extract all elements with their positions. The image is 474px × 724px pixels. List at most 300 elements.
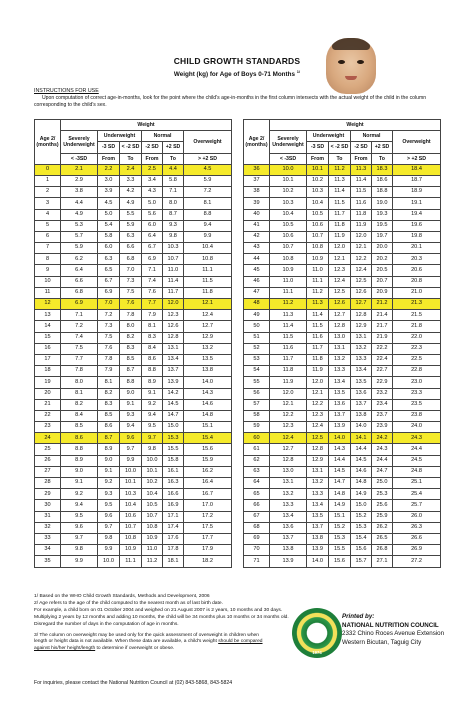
weight-cell: 9.7	[120, 444, 142, 455]
weight-cell: 8.1	[184, 198, 232, 209]
weight-cell: 10.6	[307, 220, 329, 231]
weight-cell: 20.2	[372, 254, 393, 265]
weight-cell: 9.4	[61, 500, 98, 511]
weight-cell: 11.1	[270, 287, 307, 298]
printed-by-label: Printed by:	[342, 613, 375, 620]
weight-cell: 13.5	[184, 354, 232, 365]
weight-cell: 10.2	[142, 478, 163, 489]
weight-cell: 13.9	[307, 545, 329, 556]
weight-cell: 13.4	[351, 366, 372, 377]
weight-cell: 12.9	[307, 455, 329, 466]
weight-cell: 11.1	[184, 265, 232, 276]
severely-underweight-header: Severely Underweight	[61, 131, 98, 153]
weight-cell: 14.0	[351, 422, 372, 433]
weight-cell: 3.4	[142, 175, 163, 186]
age-cell: 64	[244, 478, 270, 489]
weight-cell: 5.0	[142, 198, 163, 209]
weight-cell: 7.1	[61, 310, 98, 321]
weight-cell: 14.3	[329, 444, 351, 455]
weight-cell: 13.4	[163, 354, 184, 365]
weight-cell: 8.6	[142, 354, 163, 365]
footnote-3-text-2: to determine if overweight or obese.	[95, 646, 175, 652]
weight-cell: 17.7	[184, 533, 232, 544]
weight-cell: 19.8	[393, 231, 441, 242]
weight-cell: 15.4	[184, 433, 232, 444]
m2sd-header: -2 SD	[351, 142, 372, 153]
weight-cell: 10.8	[120, 533, 142, 544]
to-header: To	[120, 153, 142, 164]
weight-cell: 9.7	[61, 533, 98, 544]
weight-cell: 9.1	[120, 399, 142, 410]
to-header: To	[329, 153, 351, 164]
weight-cell: 13.4	[270, 511, 307, 522]
weight-cell: 23.4	[372, 399, 393, 410]
weight-cell: 24.3	[372, 444, 393, 455]
weight-cell: 9.1	[98, 466, 120, 477]
age-cell: 5	[35, 220, 61, 231]
weight-cell: 9.2	[98, 478, 120, 489]
age-cell: 19	[35, 377, 61, 388]
gt2sd-header: > +2 SD	[184, 153, 232, 164]
instructions-body: Upon computation of correct age-in-months, look for the point where the child's age-in-months in the first column intersects with the actual weight of the child in the column corresponding to the child's sex.	[34, 95, 427, 109]
age-cell: 2	[35, 187, 61, 198]
weight-cell: 21.8	[393, 321, 441, 332]
weight-cell: 13.0	[329, 332, 351, 343]
weight-cell: 19.7	[372, 231, 393, 242]
weight-cell: 14.1	[351, 433, 372, 444]
weight-cell: 15.6	[329, 556, 351, 567]
weight-cell: 23.9	[372, 422, 393, 433]
weight-cell: 7.2	[184, 187, 232, 198]
age-cell: 11	[35, 287, 61, 298]
weight-cell: 14.3	[184, 388, 232, 399]
weight-cell: 8.2	[61, 399, 98, 410]
gt2sd-header: > +2 SD	[393, 153, 441, 164]
table-row	[35, 478, 232, 489]
table-row	[244, 231, 441, 242]
age-cell: 37	[244, 175, 270, 186]
weight-cell: 24.7	[372, 466, 393, 477]
weight-cell: 9.0	[61, 466, 98, 477]
age-cell: 29	[35, 489, 61, 500]
weight-cell: 13.3	[351, 354, 372, 365]
weight-cell: 10.4	[142, 489, 163, 500]
weight-cell: 6.6	[120, 243, 142, 254]
age-cell: 63	[244, 466, 270, 477]
weight-cell: 13.2	[270, 489, 307, 500]
weight-cell: 10.5	[142, 500, 163, 511]
weight-cell: 16.9	[163, 500, 184, 511]
weight-cell: 10.3	[270, 198, 307, 209]
underweight-header: Underweight	[307, 131, 351, 142]
weight-cell: 13.2	[351, 343, 372, 354]
weight-cell: 15.3	[351, 522, 372, 533]
weight-cell: 16.3	[163, 478, 184, 489]
table-row	[244, 164, 441, 175]
weight-cell: 7.8	[61, 366, 98, 377]
weight-cell: 9.1	[61, 478, 98, 489]
weight-cell: 20.5	[372, 265, 393, 276]
weight-cell: 11.7	[163, 287, 184, 298]
table-row	[244, 187, 441, 198]
table-row	[35, 556, 232, 567]
weight-cell: 6.7	[98, 276, 120, 287]
weight-cell: 8.9	[98, 444, 120, 455]
weight-cell: 11.8	[307, 354, 329, 365]
age-cell: 56	[244, 388, 270, 399]
weight-cell: 12.4	[307, 422, 329, 433]
printer-address-2: Western Bicutan, Taguig City	[342, 638, 422, 646]
weight-cell: 11.3	[329, 175, 351, 186]
weight-cell: 11.6	[351, 198, 372, 209]
weight-cell: 2.1	[61, 164, 98, 175]
weight-cell: 12.5	[351, 276, 372, 287]
table-row	[244, 388, 441, 399]
weight-cell: 13.9	[329, 422, 351, 433]
table-row	[244, 533, 441, 544]
weight-cell: 5.9	[184, 175, 232, 186]
table-row	[244, 500, 441, 511]
age-cell: 62	[244, 455, 270, 466]
weight-cell: 12.7	[270, 444, 307, 455]
weight-cell: 8.8	[142, 366, 163, 377]
weight-cell: 12.3	[307, 410, 329, 421]
table-row	[35, 175, 232, 186]
weight-cell: 11.5	[307, 321, 329, 332]
age-cell: 25	[35, 444, 61, 455]
age-cell: 49	[244, 310, 270, 321]
weight-cell: 10.4	[307, 198, 329, 209]
weight-cell: 19.1	[393, 198, 441, 209]
weight-cell: 13.5	[351, 377, 372, 388]
table-row	[244, 254, 441, 265]
weight-cell: 8.6	[61, 433, 98, 444]
weight-cell: 14.5	[163, 399, 184, 410]
weight-cell: 12.2	[307, 399, 329, 410]
weight-cell: 11.4	[270, 321, 307, 332]
age-cell: 48	[244, 299, 270, 310]
weight-cell: 12.6	[163, 321, 184, 332]
age-cell: 42	[244, 231, 270, 242]
weight-cell: 10.1	[307, 164, 329, 175]
weight-cell: 11.8	[329, 220, 351, 231]
weight-cell: 11.8	[351, 209, 372, 220]
table-row	[35, 332, 232, 343]
weight-cell: 19.0	[372, 198, 393, 209]
table-row	[35, 243, 232, 254]
weight-cell: 10.4	[120, 500, 142, 511]
weight-cell: 7.6	[98, 343, 120, 354]
weight-cell: 13.2	[184, 343, 232, 354]
weight-cell: 25.1	[393, 478, 441, 489]
age-cell: 53	[244, 354, 270, 365]
weight-table-right	[243, 119, 441, 568]
weight-cell: 13.9	[270, 556, 307, 567]
weight-cell: 24.0	[393, 422, 441, 433]
baby-photo	[326, 38, 376, 94]
weight-cell: 5.5	[120, 209, 142, 220]
weight-cell: 10.8	[270, 254, 307, 265]
weight-cell: 13.8	[270, 545, 307, 556]
weight-cell: 6.2	[61, 254, 98, 265]
weight-cell: 13.0	[270, 466, 307, 477]
weight-cell: 12.1	[307, 388, 329, 399]
weight-cell: 20.9	[372, 287, 393, 298]
weight-cell: 24.5	[393, 455, 441, 466]
age-cell: 39	[244, 198, 270, 209]
weight-cell: 3.8	[61, 187, 98, 198]
weight-cell: 9.6	[120, 433, 142, 444]
age-cell: 55	[244, 377, 270, 388]
weight-cell: 10.7	[120, 522, 142, 533]
weight-cell: 11.8	[184, 287, 232, 298]
weight-cell: 10.0	[120, 466, 142, 477]
weight-cell: 7.0	[120, 265, 142, 276]
table-row	[244, 489, 441, 500]
weight-cell: 12.8	[307, 444, 329, 455]
age-cell: 67	[244, 511, 270, 522]
weight-cell: 10.8	[142, 522, 163, 533]
table-row	[35, 410, 232, 421]
age-cell: 58	[244, 410, 270, 421]
weight-cell: 12.6	[351, 287, 372, 298]
table-row	[35, 433, 232, 444]
weight-cell: 8.4	[61, 410, 98, 421]
weight-cell: 13.1	[351, 332, 372, 343]
weight-cell: 21.2	[372, 299, 393, 310]
weight-cell: 4.5	[98, 198, 120, 209]
weight-cell: 10.0	[98, 556, 120, 567]
table-row	[35, 209, 232, 220]
p2sd-header: +2 SD	[372, 142, 393, 153]
weight-cell: 4.3	[142, 187, 163, 198]
table-row	[244, 220, 441, 231]
weight-cell: 8.7	[163, 209, 184, 220]
table-row	[35, 354, 232, 365]
weight-cell: 11.8	[270, 366, 307, 377]
age-cell: 7	[35, 243, 61, 254]
weight-cell: 7.6	[142, 287, 163, 298]
underweight-header: Underweight	[98, 131, 142, 142]
weight-cell: 15.1	[329, 511, 351, 522]
weight-cell: 13.7	[307, 522, 329, 533]
weight-cell: 9.8	[61, 545, 98, 556]
weight-cell: 14.9	[351, 489, 372, 500]
severely-underweight-header: Severely Underweight	[270, 131, 307, 153]
weight-cell: 16.2	[184, 466, 232, 477]
weight-cell: 5.8	[98, 231, 120, 242]
weight-cell: 13.4	[329, 377, 351, 388]
weight-cell: 13.7	[163, 366, 184, 377]
table-row	[35, 343, 232, 354]
weight-cell: 11.5	[329, 198, 351, 209]
weight-cell: 15.2	[351, 511, 372, 522]
weight-cell: 24.8	[393, 466, 441, 477]
age-cell: 66	[244, 500, 270, 511]
weight-cell: 19.4	[393, 209, 441, 220]
weight-cell: 5.6	[142, 209, 163, 220]
weight-cell: 12.5	[329, 287, 351, 298]
weight-cell: 6.3	[120, 231, 142, 242]
weight-cell: 19.6	[393, 220, 441, 231]
table-body-left	[35, 164, 232, 567]
age-cell: 0	[35, 164, 61, 175]
weight-cell: 7.8	[98, 354, 120, 365]
weight-cell: 25.9	[372, 511, 393, 522]
weight-cell: 11.4	[329, 187, 351, 198]
weight-cell: 14.5	[351, 455, 372, 466]
weight-cell: 6.6	[61, 276, 98, 287]
age-cell: 12	[35, 299, 61, 310]
weight-cell: 9.8	[98, 533, 120, 544]
age-cell: 45	[244, 265, 270, 276]
weight-cell: 15.5	[329, 545, 351, 556]
seal-year: 1974	[312, 650, 322, 655]
weight-cell: 8.8	[120, 377, 142, 388]
weight-cell: 11.1	[307, 276, 329, 287]
weight-cell: 19.5	[372, 220, 393, 231]
table-row	[35, 220, 232, 231]
weight-cell: 23.3	[393, 388, 441, 399]
weight-cell: 9.1	[142, 388, 163, 399]
footnote-2-example: For example, a child born on 01 October 2004 and weighed on 21 August 2007 is 2 years, 10 months and 30 days.	[34, 607, 283, 613]
weight-cell: 14.8	[351, 478, 372, 489]
age-cell: 47	[244, 287, 270, 298]
weight-cell: 8.9	[142, 377, 163, 388]
age-cell: 9	[35, 265, 61, 276]
age-cell: 3	[35, 198, 61, 209]
table-row	[244, 545, 441, 556]
age-cell: 10	[35, 276, 61, 287]
weight-cell: 12.2	[270, 410, 307, 421]
from-header: From	[98, 153, 120, 164]
weight-cell: 12.5	[307, 433, 329, 444]
weight-cell: 12.3	[163, 310, 184, 321]
table-row	[35, 366, 232, 377]
weight-cell: 9.6	[61, 522, 98, 533]
from-header: From	[307, 153, 329, 164]
weight-cell: 5.7	[61, 231, 98, 242]
weight-cell: 13.7	[329, 410, 351, 421]
weight-cell: 26.2	[372, 522, 393, 533]
weight-cell: 14.4	[329, 455, 351, 466]
age-cell: 1	[35, 175, 61, 186]
weight-cell: 15.8	[163, 455, 184, 466]
table-row	[244, 433, 441, 444]
age-cell: 28	[35, 478, 61, 489]
age-cell: 17	[35, 354, 61, 365]
weight-cell: 15.6	[184, 444, 232, 455]
weight-cell: 20.3	[393, 254, 441, 265]
normal-header: Normal	[142, 131, 184, 142]
weight-cell: 7.5	[98, 332, 120, 343]
weight-cell: 18.1	[163, 556, 184, 567]
weight-cell: 11.0	[307, 265, 329, 276]
table-row	[244, 343, 441, 354]
weight-cell: 14.8	[184, 410, 232, 421]
weight-cell: 13.7	[351, 399, 372, 410]
weight-cell: 13.2	[307, 478, 329, 489]
weight-cell: 11.2	[142, 556, 163, 567]
weight-cell: 12.9	[184, 332, 232, 343]
table-row	[244, 444, 441, 455]
weight-cell: 15.3	[329, 533, 351, 544]
table-row	[244, 299, 441, 310]
weight-cell: 16.7	[184, 489, 232, 500]
weight-cell: 9.3	[120, 410, 142, 421]
table-row	[244, 198, 441, 209]
weight-cell: 8.3	[98, 399, 120, 410]
weight-cell: 20.7	[372, 276, 393, 287]
weight-table-left	[34, 119, 232, 568]
p2sd-header: +2 SD	[163, 142, 184, 153]
weight-cell: 12.4	[351, 265, 372, 276]
weight-cell: 13.2	[329, 354, 351, 365]
age-cell: 24	[35, 433, 61, 444]
table-row	[244, 175, 441, 186]
weight-cell: 13.3	[270, 500, 307, 511]
weight-cell: 7.3	[120, 276, 142, 287]
weight-cell: 9.2	[61, 489, 98, 500]
weight-cell: 17.0	[184, 500, 232, 511]
table-row	[35, 511, 232, 522]
table-row	[35, 187, 232, 198]
weight-cell: 18.4	[393, 164, 441, 175]
weight-cell: 11.2	[329, 164, 351, 175]
printer-org: NATIONAL NUTRITION COUNCIL	[342, 621, 439, 629]
lt3sd-header: < -3SD	[270, 153, 307, 164]
page-subtitle	[0, 69, 474, 78]
weight-cell: 25.4	[393, 489, 441, 500]
weight-cell: 26.6	[393, 533, 441, 544]
weight-cell: 2.9	[61, 175, 98, 186]
age-cell: 4	[35, 209, 61, 220]
weight-cell: 8.7	[120, 366, 142, 377]
weight-cell: 11.9	[270, 377, 307, 388]
weight-cell: 12.2	[351, 254, 372, 265]
weight-cell: 14.9	[329, 500, 351, 511]
weight-cell: 9.5	[61, 511, 98, 522]
weight-cell: 13.1	[307, 466, 329, 477]
weight-cell: 10.1	[142, 466, 163, 477]
weight-cell: 5.8	[163, 175, 184, 186]
table-row	[35, 466, 232, 477]
weight-cell: 18.6	[372, 175, 393, 186]
weight-cell: 14.8	[329, 489, 351, 500]
weight-cell: 10.1	[120, 478, 142, 489]
weight-cell: 9.9	[98, 545, 120, 556]
weight-cell: 12.1	[184, 299, 232, 310]
age-cell: 52	[244, 343, 270, 354]
weight-cell: 22.0	[393, 332, 441, 343]
footnote-2-calc: Multiplying 2 years by 12 months and adding 10 months, the child will be 34 months plus 10 months or 34 months old.	[34, 614, 289, 620]
weight-cell: 13.5	[329, 388, 351, 399]
weight-cell: 2.2	[98, 164, 120, 175]
weight-cell: 10.6	[120, 511, 142, 522]
age-cell: 69	[244, 533, 270, 544]
age-cell: 57	[244, 399, 270, 410]
weight-cell: 13.3	[329, 366, 351, 377]
age-cell: 31	[35, 511, 61, 522]
weight-cell: 14.4	[351, 444, 372, 455]
weight-cell: 21.9	[372, 332, 393, 343]
weight-cell: 13.3	[307, 489, 329, 500]
table-row	[35, 388, 232, 399]
age-cell: 68	[244, 522, 270, 533]
weight-cell: 7.2	[61, 321, 98, 332]
weight-cell: 11.2	[270, 299, 307, 310]
age-cell: 26	[35, 455, 61, 466]
